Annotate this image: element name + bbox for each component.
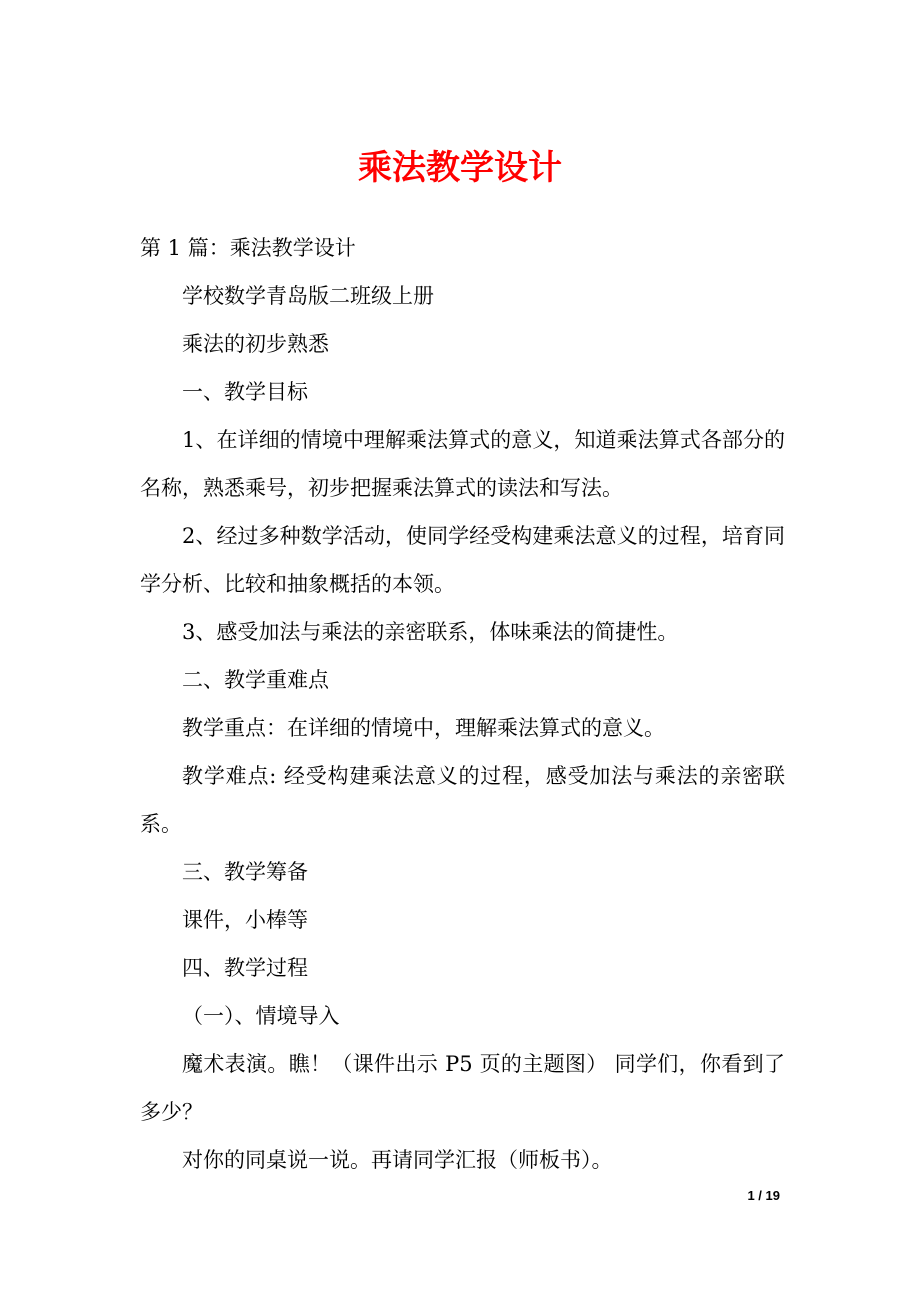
paragraph: 课件，小棒等 — [182, 908, 308, 932]
paragraph: 魔术表演。瞧！（课件出示 P5 页的主题图） 同学们，你看到了多少？ — [140, 1052, 785, 1124]
subsection-heading: （一）、情境导入 — [182, 1004, 340, 1028]
paragraph: 1、在详细的情境中理解乘法算式的意义，知道乘法算式各部分的名称，熟悉乘号，初步把握乘法算式的读法和写法。 — [140, 428, 785, 500]
paragraph: 教学难点: 经受构建乘法意义的过程，感受加法与乘法的亲密联系。 — [140, 764, 785, 836]
paragraph: 乘法的初步熟悉 — [182, 332, 329, 356]
paragraph: 3、感受加法与乘法的亲密联系，体味乘法的简捷性。 — [182, 620, 679, 644]
paragraph: 2、经过多种数学活动，使同学经受构建乘法意义的过程，培育同学分析、比较和抽象概括的本领。 — [140, 524, 785, 596]
section-heading: 一、教学目标 — [182, 380, 308, 404]
section-heading: 四、教学过程 — [182, 956, 308, 980]
page-number: 1 / 19 — [747, 1188, 780, 1203]
section-heading: 二、教学重难点 — [182, 668, 329, 692]
document-title: 乘法教学设计 — [358, 148, 562, 188]
paragraph: 教学重点：在详细的情境中，理解乘法算式的意义。 — [182, 716, 665, 740]
paragraph-heading: 第 1 篇：乘法教学设计 — [140, 236, 356, 260]
document-body — [140, 224, 785, 1184]
section-heading: 三、教学筹备 — [182, 860, 308, 884]
paragraph: 学校数学青岛版二班级上册 — [182, 284, 434, 308]
paragraph: 对你的同桌说一说。再请同学汇报（师板书）。 — [182, 1148, 613, 1172]
